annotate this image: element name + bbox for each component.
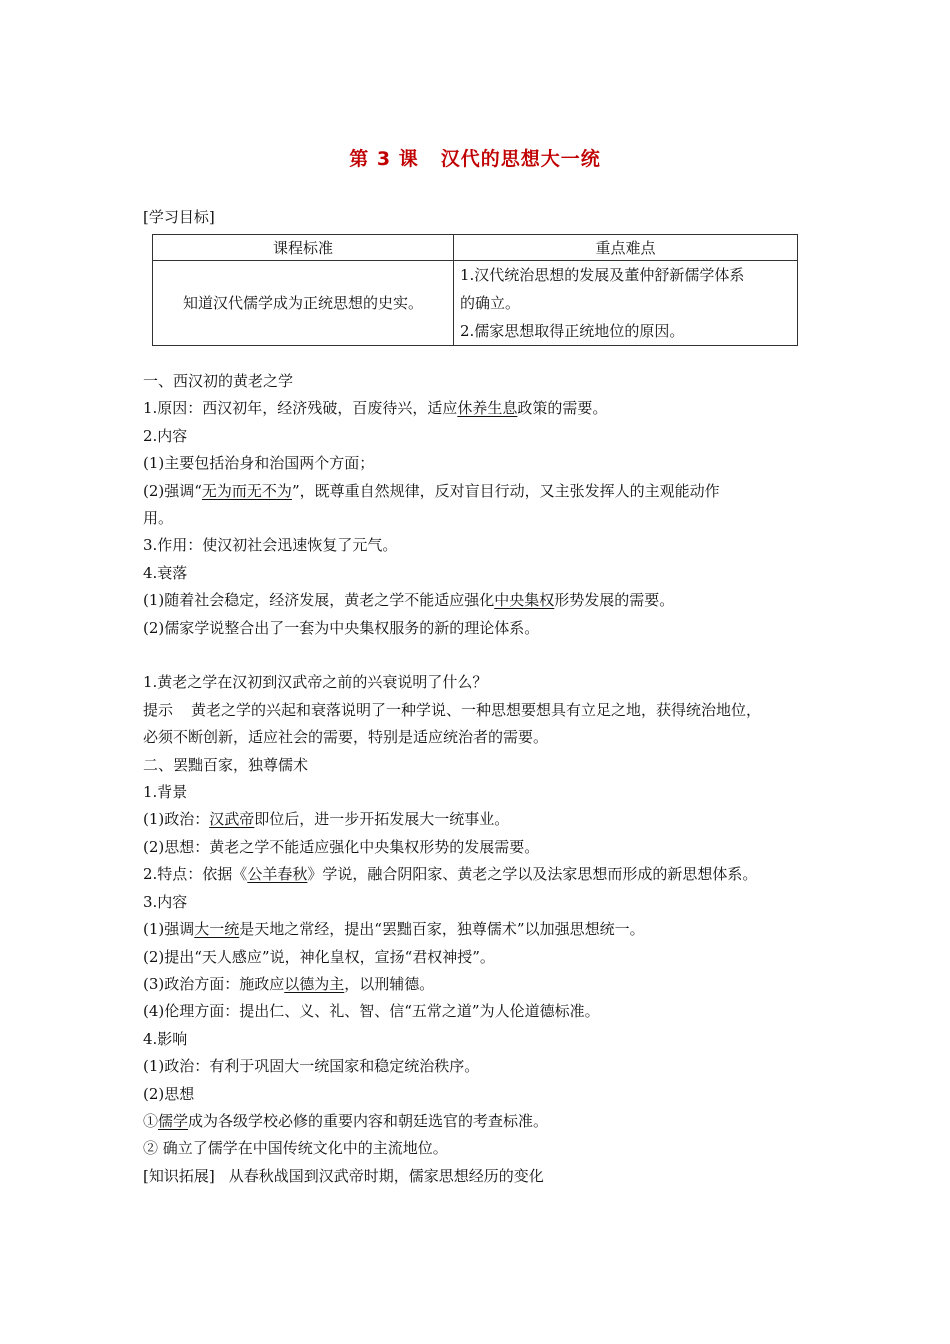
paragraph-line: 4.衰落 <box>143 563 188 582</box>
paragraph-line: 1.背景 <box>143 783 188 802</box>
header-key-points: 重点难点 <box>454 235 798 261</box>
underlined-term: 无为而无不为 <box>201 481 292 500</box>
table-header-row <box>153 235 798 261</box>
paragraph-line: 1.原因：西汉初年，经济残破，百废待兴，适应休养生息政策的需要。 <box>143 399 608 418</box>
tip-line: 必须不断创新，适应社会的需要，特别是适应统治者的需要。 <box>143 728 549 747</box>
paragraph-line: 3.作用：使汉初社会迅速恢复了元气。 <box>143 536 398 555</box>
underlined-term: 以德为主 <box>284 974 345 993</box>
paragraph-line: (2)思想：黄老之学不能适应强化中央集权形势的发展需要。 <box>143 837 540 856</box>
section-heading: 一、西汉初的黄老之学 <box>143 372 294 390</box>
paragraph-line: (2)儒家学说整合出了一套为中央集权服务的新的理论体系。 <box>143 618 540 637</box>
paragraph-line: (1)随着社会稳定，经济发展，黄老之学不能适应强化中央集权形势发展的需要。 <box>143 591 675 610</box>
paragraph-line: (2)强调“无为而无不为”，既尊重自然规律，反对盲目行动，又主张发挥人的主观能动作 <box>143 481 720 500</box>
table-row <box>153 261 798 346</box>
paragraph-line: (1)政治：汉武帝即位后，进一步开拓发展大一统事业。 <box>143 810 510 829</box>
paragraph-line: 用。 <box>143 509 174 528</box>
lesson-title <box>0 144 950 171</box>
underlined-term: 大一统 <box>194 920 240 939</box>
objectives-table <box>152 234 798 346</box>
paragraph-line: ② 确立了儒学在中国传统文化中的主流地位。 <box>143 1139 448 1158</box>
paragraph-line: (2)思想 <box>143 1084 195 1103</box>
key-point-line: 2.儒家思想取得正统地位的原因。 <box>460 322 685 340</box>
paragraph-line: 2.内容 <box>143 426 188 445</box>
key-point-line: 1.汉代统治思想的发展及董仲舒新儒学体系 <box>460 266 745 284</box>
paragraph-line: 3.内容 <box>143 892 188 911</box>
extension-line: [知识拓展] 从春秋战国到汉武帝时期，儒家思想经历的变化 <box>143 1166 544 1185</box>
lesson-number: 第 3 课 <box>349 148 419 170</box>
tip-line: 提示 黄老之学的兴起和衰落说明了一种学说、一种思想要想具有立足之地，获得统治地位， <box>143 700 762 719</box>
underlined-term: 公羊春秋 <box>247 865 308 884</box>
paragraph-line: (4)伦理方面：提出仁、义、礼、智、信“五常之道”为人伦道德标准。 <box>143 1002 600 1021</box>
lesson-body <box>143 368 813 1190</box>
standard-cell: 知道汉代儒学成为正统思想的史实。 <box>153 261 454 346</box>
paragraph-line: (1)主要包括治身和治国两个方面； <box>143 454 375 473</box>
lesson-name: 汉代的思想大一统 <box>440 148 601 170</box>
paragraph-line: 4.影响 <box>143 1029 188 1048</box>
paragraph-line: (2)提出“天人感应”说，神化皇权，宣扬“君权神授”。 <box>143 947 495 966</box>
paragraph-line: ①儒学成为各级学校必修的重要内容和朝廷选官的考查标准。 <box>143 1111 549 1130</box>
section-heading: 二、罢黜百家，独尊儒术 <box>143 755 309 774</box>
key-point-line: 的确立。 <box>460 294 521 312</box>
paragraph-line: (1)政治：有利于巩固大一统国家和稳定统治秩序。 <box>143 1057 480 1076</box>
extension-label: [知识拓展] <box>143 1166 215 1185</box>
paragraph-line: (1)强调大一统是天地之常经，提出“罢黜百家，独尊儒术”以加强思想统一。 <box>143 920 645 939</box>
key-points-cell <box>454 261 798 346</box>
objectives-label: [学习目标] <box>143 208 215 226</box>
underlined-term: 汉武帝 <box>209 810 255 829</box>
tip-label: 提示 <box>143 700 174 719</box>
underlined-term: 中央集权 <box>494 591 555 610</box>
question-line: 1.黄老之学在汉初到汉武帝之前的兴衰说明了什么？ <box>143 673 488 692</box>
underlined-term: 休养生息 <box>457 399 518 418</box>
paragraph-line: 2.特点：依据《公羊春秋》学说，融合阴阳家、黄老之学以及法家思想而形成的新思想体系。 <box>143 865 758 884</box>
header-standard: 课程标准 <box>153 235 454 261</box>
paragraph-line: (3)政治方面：施政应以德为主，以刑辅德。 <box>143 974 435 993</box>
underlined-term: 儒学 <box>158 1111 189 1130</box>
